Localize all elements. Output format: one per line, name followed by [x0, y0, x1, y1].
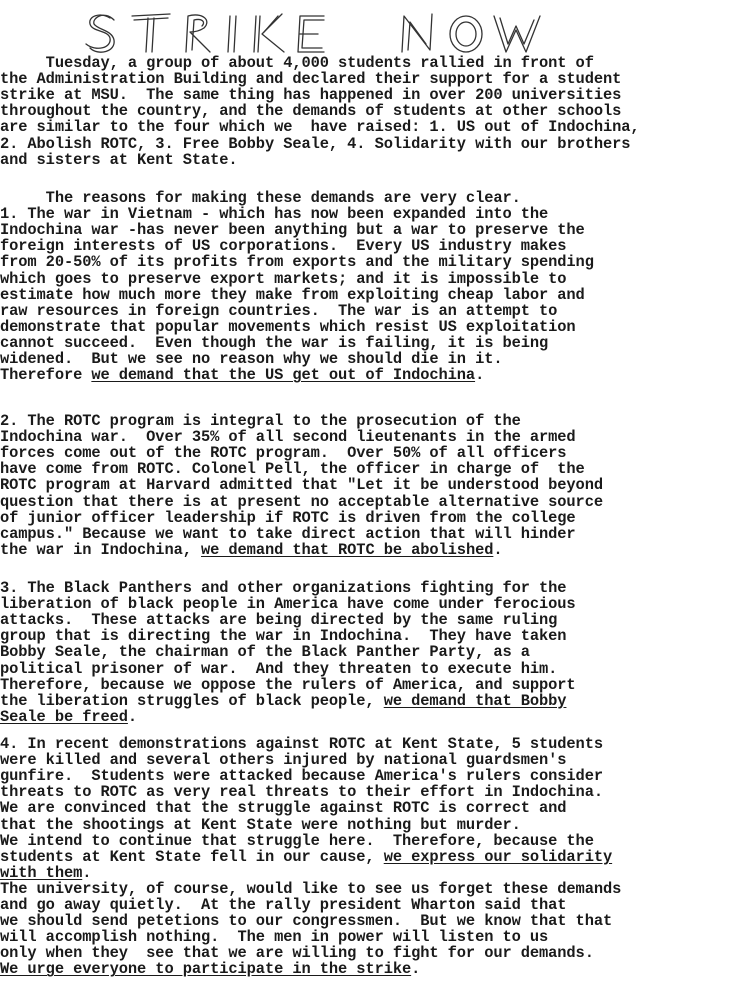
text-line: threats to ROTC as very real threats to their effort in Indochina. — [0, 783, 603, 802]
text-line: only when they see that we are willing to fight for our demands. — [0, 944, 594, 963]
text-line: Indochina war -has never been anything but a war to preserve the — [0, 221, 585, 240]
text-line: We intend to continue that struggle here. Therefore, because the — [0, 831, 594, 850]
text-line: throughout the country, and the demands of students at other schools — [0, 102, 622, 121]
underlined-demand: We urge everyone to participate in the strike — [0, 960, 412, 979]
text-line: from 20-50% of its profits from exports and the military spending — [0, 253, 594, 272]
text-line: attacks. These attacks are being directed by the same ruling — [0, 611, 558, 630]
text-line: ROTC program at Harvard admitted that "Let it be understood beyond — [0, 476, 603, 495]
text-line: Tuesday, a group of about 4,000 students rallied in front of — [0, 54, 594, 72]
text-line: and sisters at Kent State. — [0, 150, 238, 169]
text-line: raw resources in foreign countries. The war is an attempt to — [0, 301, 558, 320]
line-prefix: students at Kent State fell in our cause, — [0, 847, 384, 866]
text-line: Therefore, because we oppose the rulers of America, and support — [0, 675, 576, 694]
text-line: 3. The Black Panthers and other organizations fighting for the — [0, 579, 567, 597]
text-line: The reasons for making these demands are very clear. — [0, 189, 521, 207]
line-suffix: . — [411, 960, 421, 979]
text-line: Bobby Seale, the chairman of the Black Panther Party, as a — [0, 643, 530, 662]
line-suffix: . — [82, 863, 92, 882]
text-line: strike at MSU. The same thing has happened in over 200 universities — [0, 86, 622, 105]
text-line: we should send petetions to our congressmen. But we know that that — [0, 912, 613, 931]
text-line — [0, 961, 750, 977]
text-line — [0, 709, 750, 725]
text-line: which goes to preserve export markets; and it is impossible to — [0, 269, 567, 288]
text-line: of junior officer leadership if ROTC is driven from the college — [0, 508, 576, 527]
text-line: group that is directing the war in Indochina. They have taken — [0, 627, 567, 646]
text-line: are similar to the four which we have raised: 1. US out of Indochina, — [0, 118, 640, 137]
text-line: liberation of black people in America have come under ferocious — [0, 595, 576, 614]
text-line: 4. In recent demonstrations against ROTC at Kent State, 5 students — [0, 735, 603, 753]
text-line: have come from ROTC. Colonel Pell, the officer in charge of the — [0, 460, 585, 479]
text-line: political prisoner of war. And they threaten to execute him. — [0, 659, 558, 678]
text-line: cannot succeed. Even though the war is failing, it is being — [0, 333, 549, 352]
text-line — [0, 542, 750, 558]
text-line: were killed and several others injured by national guardsmen's — [0, 751, 567, 770]
text-line: will accomplish nothing. The men in power will listen to us — [0, 928, 549, 947]
text-line: 2. Abolish ROTC, 3. Free Bobby Seale, 4. Solidarity with our brothers — [0, 134, 631, 153]
text-line: gunfire. Students were attacked because America's rulers consider — [0, 767, 603, 786]
text-line: question that there is at present no acceptable alternative source — [0, 492, 603, 511]
underlined-demand: we express our solidarity — [383, 847, 613, 866]
text-line — [0, 367, 750, 383]
text-line: widened. But we see no reason why we should die in it. — [0, 350, 503, 368]
text-line: The university, of course, would like to see us forget these demands — [0, 879, 622, 898]
underlined-demand: we demand that the US get out of Indochina — [91, 366, 476, 385]
line-suffix: . — [493, 540, 503, 559]
line-suffix: . — [127, 707, 138, 726]
text-line: campus." Because we want to take direct action that will hinder — [0, 524, 576, 543]
text-line: the Administration Building and declared their support for a student — [0, 70, 622, 89]
underlined-demand: Seale be freed — [0, 707, 128, 726]
underlined-demand: we demand that ROTC be abolished — [201, 540, 494, 559]
text-line — [0, 693, 750, 709]
text-line — [0, 865, 750, 881]
line-prefix: the war in Indochina, — [0, 540, 201, 559]
text-line: 1. The war in Vietnam - which has now been expanded into the — [0, 205, 549, 224]
line-prefix: Therefore — [0, 366, 92, 385]
text-line: Indochina war. Over 35% of all second lieutenants in the armed — [0, 428, 576, 447]
text-line: and go away quietly. At the rally president Wharton said that — [0, 896, 567, 914]
text-line: We are convinced that the struggle against ROTC is correct and — [0, 799, 567, 818]
text-line: 2. The ROTC program is integral to the prosecution of the — [0, 412, 521, 430]
line-prefix: the liberation struggles of black people, — [0, 691, 384, 710]
text-line: estimate how much more they make from exploiting cheap labor and — [0, 285, 585, 304]
text-line: forces come out of the ROTC program. Over 50% of all officers — [0, 444, 567, 463]
text-line — [0, 849, 750, 865]
underlined-demand: with them — [0, 863, 83, 882]
text-line: demonstrate that popular movements which resist US exploitation — [0, 317, 576, 336]
underlined-demand: we demand that Bobby — [383, 691, 567, 710]
text-line: foreign interests of US corporations. Every US industry makes — [0, 237, 567, 256]
text-line: that the shootings at Kent State were nothing but murder. — [0, 815, 521, 834]
line-suffix: . — [475, 366, 485, 385]
